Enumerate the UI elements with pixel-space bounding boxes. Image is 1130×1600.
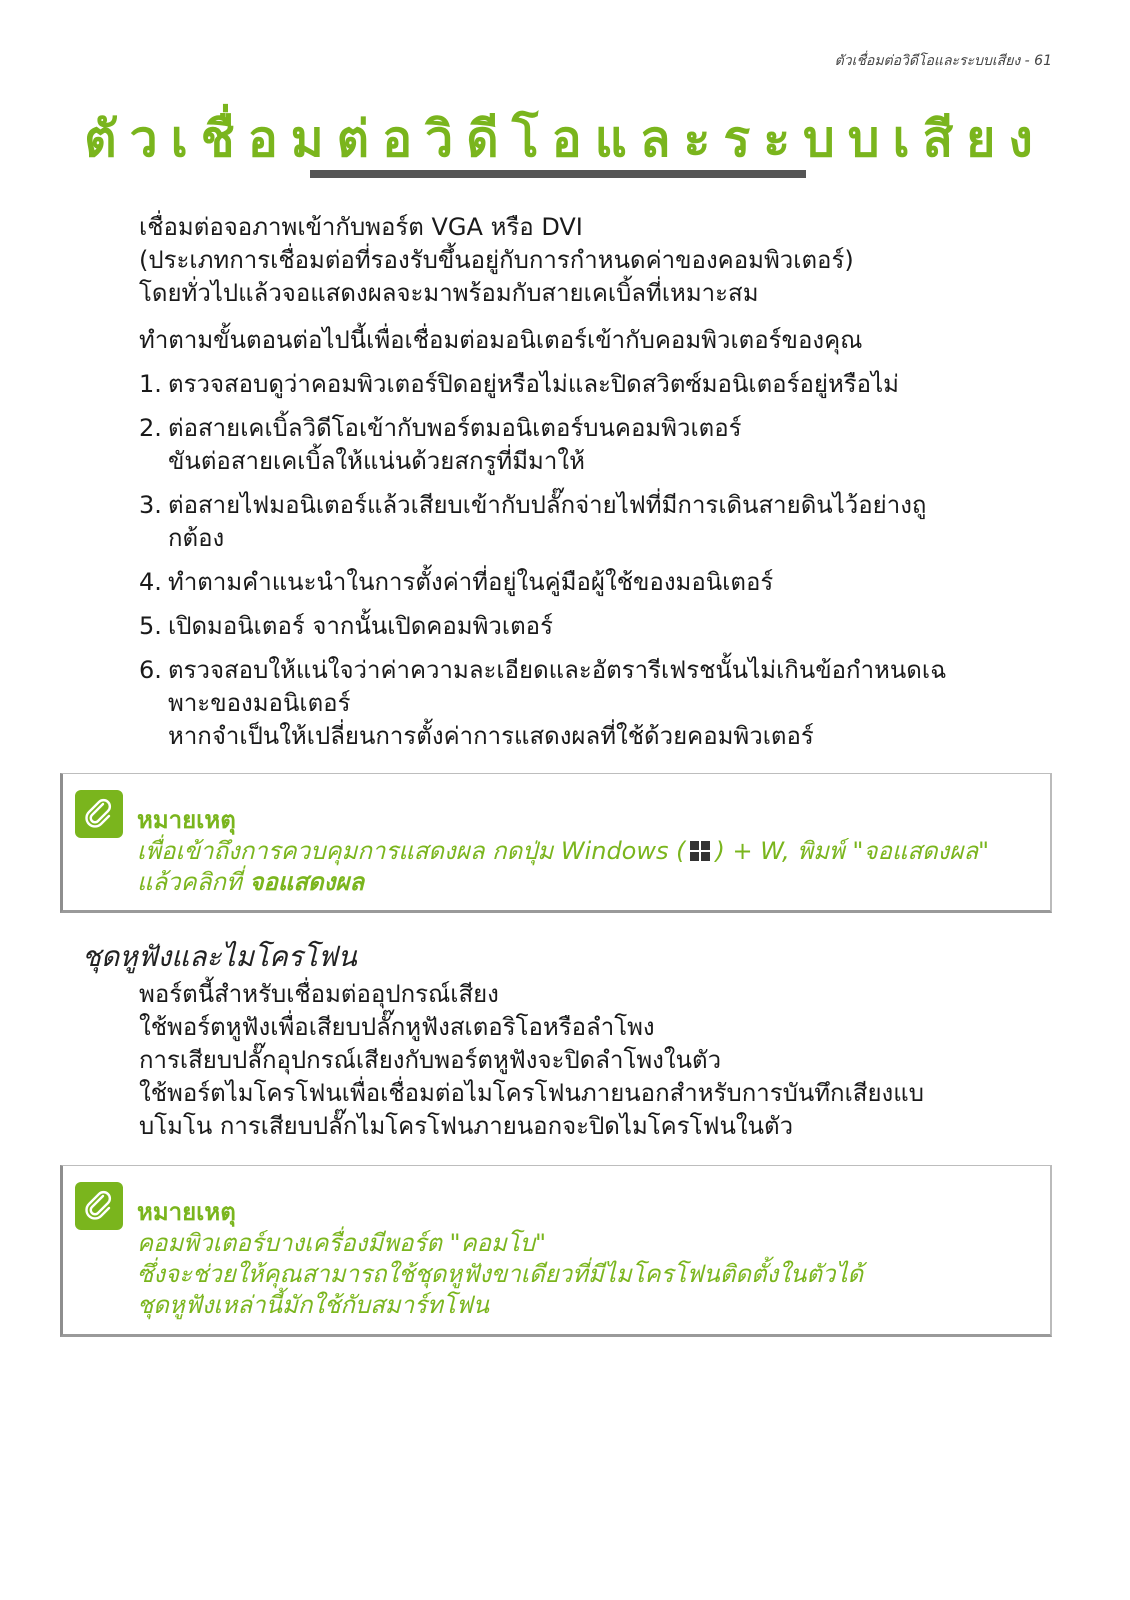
step-text: ต่อสายเคเบิ้ลวิดีโอเข้ากับพอร์ตมอนิเตอร์บนคอมพิวเตอร์: [168, 414, 742, 442]
step-text: พาะของมอนิเตอร์: [168, 689, 351, 717]
audio-line: บโมโน การเสียบปลั๊กไมโครโฟนภายนอกจะปิดไมโครโฟนในตัว: [139, 1112, 794, 1140]
note-text: [137, 1228, 1037, 1321]
step-text: กต้อง: [168, 524, 225, 552]
intro-line: (ประเภทการเชื่อมต่อที่รองรับขึ้นอยู่กับการกำหนดค่าของคอมพิวเตอร์): [139, 246, 854, 274]
note-text-segment: แล้วคลิกที่: [137, 868, 250, 896]
step-number: 5.: [139, 612, 162, 640]
note-heading: หมายเหตุ: [137, 1198, 236, 1226]
list-item: [139, 566, 1069, 599]
windows-logo-icon: [689, 839, 711, 861]
list-item: [139, 610, 1069, 643]
intro-line: โดยทั่วไปแล้วจอแสดงผลจะมาพร้อมกับสายเคเบิ้ลที่เหมาะสม: [139, 279, 759, 307]
note-line: ชุดหูฟังเหล่านี้มักใช้กับสมาร์ทโฟน: [137, 1291, 490, 1319]
step-text: เปิดมอนิเตอร์ จากนั้นเปิดคอมพิวเตอร์: [168, 612, 553, 640]
step-text: ขันต่อสายเคเบิ้ลให้แน่นด้วยสกรูที่มีมาให้: [168, 447, 585, 475]
note-text-segment: ) + W, พิมพ์ "จอแสดงผล": [715, 837, 990, 865]
steps-list: [139, 368, 1069, 764]
note-line: คอมพิวเตอร์บางเครื่องมีพอร์ต "คอมโบ": [137, 1229, 547, 1257]
intro-paragraph: [139, 211, 1059, 310]
instruction-paragraph: [139, 324, 1059, 357]
step-text: ตรวจสอบดูว่าคอมพิวเตอร์ปิดอยู่หรือไม่และปิดสวิตซ์มอนิเตอร์อยู่หรือไม่: [168, 370, 899, 398]
list-item: [139, 489, 1069, 555]
audio-line: การเสียบปลั๊กอุปกรณ์เสียงกับพอร์ตหูฟังจะปิดลำโพงในตัว: [139, 1046, 722, 1074]
step-number: 1.: [139, 370, 162, 398]
note-text: [137, 836, 1037, 898]
audio-line: ใช้พอร์ตหูฟังเพื่อเสียบปลั๊กหูฟังสเตอริโอหรือลำโพง: [139, 1013, 655, 1041]
audio-line: ใช้พอร์ตไมโครโฟนเพื่อเชื่อมต่อไมโครโฟนภายนอกสำหรับการบันทึกเสียงแบ: [139, 1079, 924, 1107]
audio-line: พอร์ตนี้สำหรับเชื่อมต่ออุปกรณ์เสียง: [139, 980, 499, 1008]
page-title: ตัวเชื่อมต่อวิดีโอและระบบเสียง: [84, 110, 1046, 168]
audio-paragraph: [139, 978, 1059, 1143]
paperclip-icon: [75, 1182, 123, 1230]
instruction-line: ทำตามขั้นตอนต่อไปนี้เพื่อเชื่อมต่อมอนิเตอร์เข้ากับคอมพิวเตอร์ของคุณ: [139, 326, 863, 354]
note-line: [137, 836, 1037, 867]
step-number: 3.: [139, 491, 162, 519]
step-text: ตรวจสอบให้แน่ใจว่าค่าความละเอียดและอัตรารีเฟรชนั้นไม่เกินข้อกำหนดเฉ: [168, 656, 947, 684]
note-line: ซึ่งจะช่วยให้คุณสามารถใช้ชุดหูฟังขาเดียวที่มีไมโครโฟนติดตั้งในตัวได้: [137, 1260, 864, 1288]
running-header: ตัวเชื่อมต่อวิดีโอและระบบเสียง - 61: [834, 53, 1052, 69]
step-number: 6.: [139, 656, 162, 684]
title-underline: [310, 170, 806, 178]
list-item: [139, 412, 1069, 478]
note-box: [60, 773, 1052, 913]
intro-line: เชื่อมต่อจอภาพเข้ากับพอร์ต VGA หรือ DVI: [139, 213, 583, 241]
step-number: 4.: [139, 568, 162, 596]
paperclip-icon: [75, 790, 123, 838]
list-item: [139, 654, 1069, 753]
step-text: ทำตามคำแนะนำในการตั้งค่าที่อยู่ในคู่มือผู้ใช้ของมอนิเตอร์: [168, 568, 774, 596]
note-heading: หมายเหตุ: [137, 806, 236, 834]
step-text: ต่อสายไฟมอนิเตอร์แล้วเสียบเข้ากับปลั๊กจ่ายไฟที่มีการเดินสายดินไว้อย่างถู: [168, 491, 927, 519]
list-item: [139, 368, 1069, 401]
note-text-segment: เพื่อเข้าถึงการควบคุมการแสดงผล กดปุ่ม Windows (: [137, 837, 686, 865]
step-text: หากจำเป็นให้เปลี่ยนการตั้งค่าการแสดงผลที่ใช้ด้วยคอมพิวเตอร์: [168, 722, 814, 750]
step-number: 2.: [139, 414, 162, 442]
note-line: [137, 867, 1037, 898]
note-emphasis: จอแสดงผล: [249, 868, 365, 896]
note-box: [60, 1165, 1052, 1337]
section-heading: ชุดหูฟังและไมโครโฟน: [82, 940, 357, 973]
